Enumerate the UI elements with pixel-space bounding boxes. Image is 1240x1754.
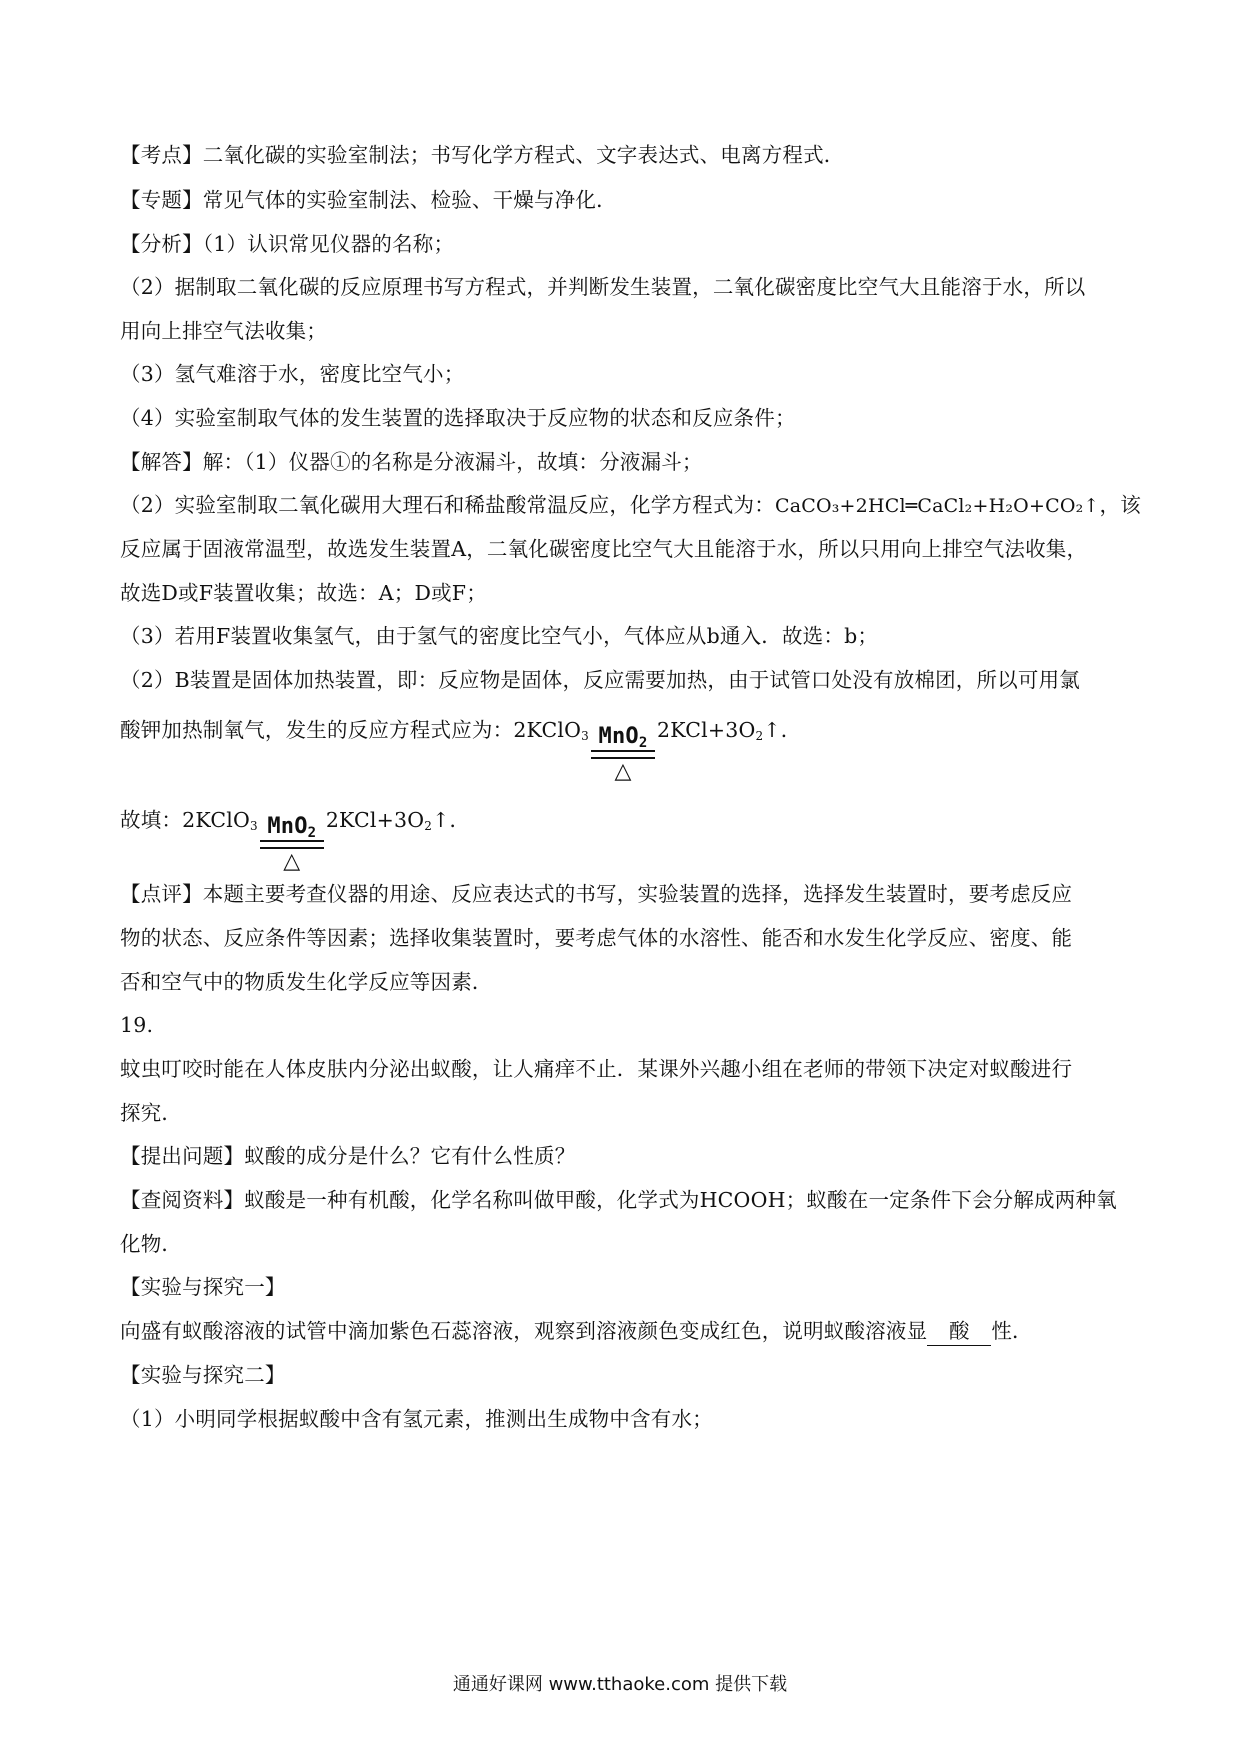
jieda-3-line: （3）若用F装置收集氢气，由于氢气的密度比空气小，气体应从b通入．故选：b； bbox=[120, 624, 879, 648]
tiantian-line bbox=[120, 803, 470, 873]
tichu-line: 【提出问题】蚁酸的成分是什么？它有什么性质？ bbox=[120, 1144, 576, 1168]
fenxi-2-line-a: （2）据制取二氧化碳的反应原理书写方程式，并判断发生装置，二氧化碳密度比空气大且能溶于水，所以 bbox=[120, 275, 1086, 299]
kclo3-reactant: 2KClO$_3$ bbox=[513, 718, 590, 743]
fenxi-2-line-b: 用向上排空气法收集； bbox=[120, 319, 327, 343]
jieda-2-prefix: （2）实验室制取二氧化碳用大理石和稀盐酸常温反应，化学方程式为： bbox=[120, 493, 775, 517]
kaodian-line: 【考点】二氧化碳的实验室制法；书写化学方程式、文字表达式、电离方程式． bbox=[120, 143, 845, 167]
tanjiu-1-heading: 【实验与探究一】 bbox=[120, 1275, 286, 1299]
kcl-o2-products-2: $2KCl+3O_2↑$． bbox=[325, 808, 471, 833]
dianping-line-3: 否和空气中的物质发生化学反应等因素． bbox=[120, 970, 493, 994]
catalyst-label: MnO$_2$ bbox=[598, 724, 648, 751]
equals-bars-2 bbox=[260, 840, 324, 849]
jieda-4-line-a: （2）B装置是固体加热装置，即：反应物是固体，反应需要加热，由于试管口处没有放棉团，所以可用氯 bbox=[120, 668, 1081, 692]
question-number: 19. bbox=[120, 1013, 154, 1037]
answer-blank: 酸 bbox=[927, 1317, 991, 1346]
jieda-1-line: 【解答】解：（1）仪器①的名称是分液漏斗，故填：分液漏斗； bbox=[120, 450, 703, 474]
chayue-line-2: 化物． bbox=[120, 1232, 183, 1256]
caco3-equation: CaCO₃+2HCl═CaCl₂+H₂O+CO₂↑ bbox=[774, 495, 1100, 517]
heat-symbol-2: △ bbox=[283, 849, 301, 874]
fenxi-line: 【分析】（1）认识常见仪器的名称； bbox=[120, 232, 455, 256]
tanjiu-1-suffix: 性． bbox=[991, 1319, 1033, 1343]
tanjiu-1-prefix: 向盛有蚁酸溶液的试管中滴加紫色石蕊溶液，观察到溶液颜色变成红色，说明蚁酸溶液显 bbox=[120, 1319, 928, 1343]
dianping-line-2: 物的状态、反应条件等因素；选择收集装置时，要考虑气体的水溶性、能否和水发生化学反应、密度、能 bbox=[120, 926, 1073, 950]
reaction-condition bbox=[591, 726, 655, 783]
jieda-2-line-c: 故选D或F装置收集；故选：A；D或F； bbox=[120, 581, 487, 605]
jieda-4-prefix: 酸钾加热制氧气，发生的反应方程式应为： bbox=[120, 718, 514, 742]
heat-symbol: △ bbox=[614, 759, 632, 784]
footer-watermark: 通通好课网 www.tthaoke.com 提供下载 bbox=[452, 1674, 788, 1695]
tanjiu-1-text bbox=[120, 1317, 1033, 1346]
tiantian-prefix: 故填： bbox=[120, 808, 183, 832]
reaction-condition-2 bbox=[260, 816, 324, 873]
intro-line-2: 探究． bbox=[120, 1101, 183, 1125]
jieda-2-suffix: ，该 bbox=[1099, 493, 1141, 517]
tanjiu-2-item-1: （1）小明同学根据蚁酸中含有氢元素，推测出生成物中含有水； bbox=[120, 1407, 713, 1431]
jieda-2-line-b: 反应属于固液常温型，故选发生装置A，二氧化碳密度比空气大且能溶于水，所以只用向上排空气法收集， bbox=[120, 537, 1088, 561]
intro-line-1: 蚊虫叮咬时能在人体皮肤内分泌出蚁酸，让人痛痒不止．某课外兴趣小组在老师的带领下决定对蚁酸进行 bbox=[120, 1057, 1073, 1081]
fenxi-3-line: （3）氢气难溶于水，密度比空气小； bbox=[120, 362, 465, 386]
kcl-o2-products: $2KCl+3O_2↑$． bbox=[657, 718, 802, 743]
catalyst-label-2: MnO$_2$ bbox=[267, 814, 317, 841]
equals-bars bbox=[591, 750, 655, 759]
jieda-2-line-a bbox=[120, 491, 1141, 520]
jieda-4-line-b bbox=[120, 713, 801, 783]
zhuanti-line: 【专题】常见气体的实验室制法、检验、干燥与净化． bbox=[120, 188, 617, 212]
dianping-line-1: 【点评】本题主要考查仪器的用途、反应表达式的书写，实验装置的选择，选择发生装置时，要考虑反应 bbox=[120, 882, 1073, 906]
chayue-line-1: 【查阅资料】蚁酸是一种有机酸，化学名称叫做甲酸，化学式为HCOOH；蚁酸在一定条件下会分解成两种氧 bbox=[120, 1188, 1117, 1212]
kclo3-reactant-2: 2KClO$_3$ bbox=[182, 808, 258, 833]
tanjiu-2-heading: 【实验与探究二】 bbox=[120, 1363, 286, 1387]
fenxi-4-line: （4）实验室制取气体的发生装置的选择取决于反应物的状态和反应条件； bbox=[120, 406, 796, 430]
